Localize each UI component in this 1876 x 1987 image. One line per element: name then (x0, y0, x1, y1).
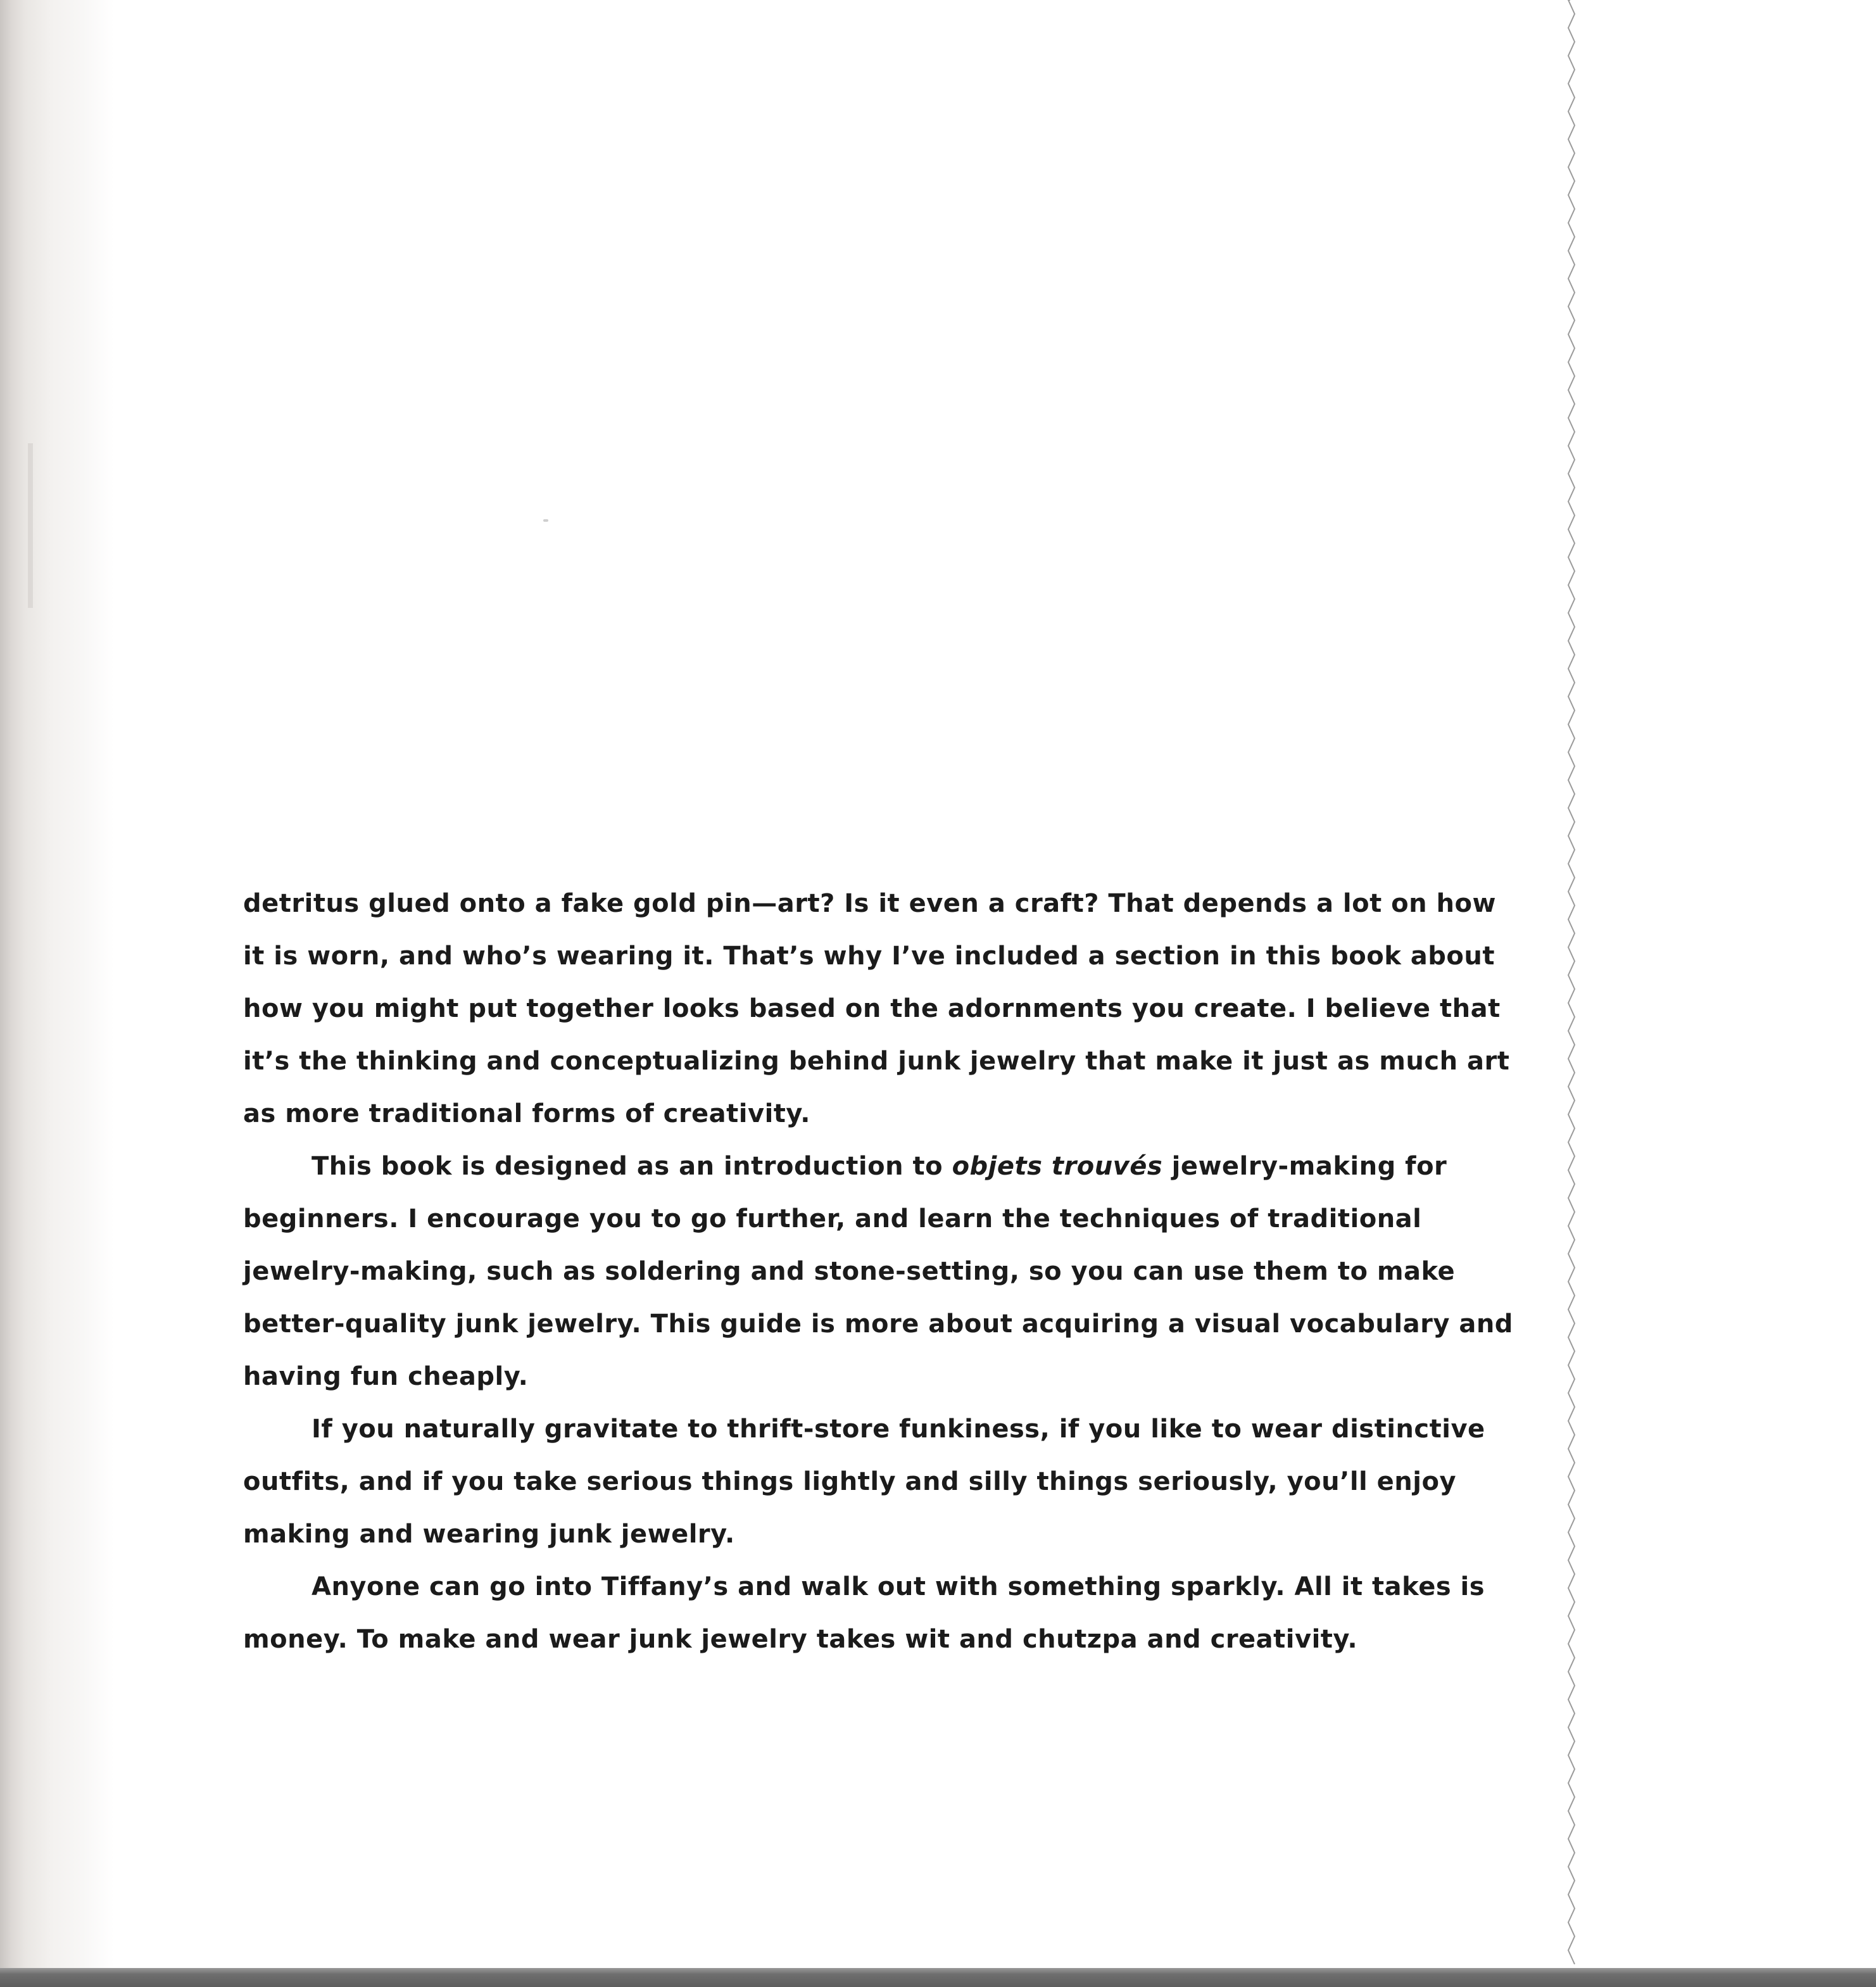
body-text (243, 878, 1522, 1666)
binding-shadow-line (28, 443, 33, 608)
scan-bottom-edge (0, 1968, 1876, 1987)
perforated-edge (1563, 0, 1582, 1968)
paragraph-3: If you naturally gravitate to thrift-store funkiness, if you like to wear distinctive outfits, and if you take serious things lightly and silly things seriously, you’ll enjoy making and wearing junk jewelry. (243, 1415, 1485, 1549)
paragraph-2 (243, 1140, 1522, 1403)
paragraph-2-end: jewelry-making for beginners. I encourage you to go further, and learn the techniques of traditional jewelry-making, such as soldering and stone-setting, so you can use them to make better-quality junk jewelry. This guide is more about acquiring a visual vocabulary and having fun cheaply. (243, 1152, 1513, 1391)
paragraph-2-start: This book is designed as an introduction to (312, 1152, 952, 1181)
paragraph-1: detritus glued onto a fake gold pin—art? Is it even a craft? That depends a lot on how it is worn, and who’s wearing it. That’s why I’ve included a section in this book about how you might put together looks based on the adornments you create. I believe that it’s the thinking and conceptualizing behind junk jewelry that make it just as much art as more traditional forms of creativity. (243, 889, 1510, 1128)
paragraph-4: Anyone can go into Tiffany’s and walk out with something sparkly. All it takes is money. To make and wear junk jewelry takes wit and chutzpa and creativity. (243, 1572, 1485, 1654)
binding-gutter (0, 0, 114, 1987)
paragraph-2-italic: objets trouvés (952, 1152, 1163, 1181)
paper-speck (543, 519, 548, 522)
